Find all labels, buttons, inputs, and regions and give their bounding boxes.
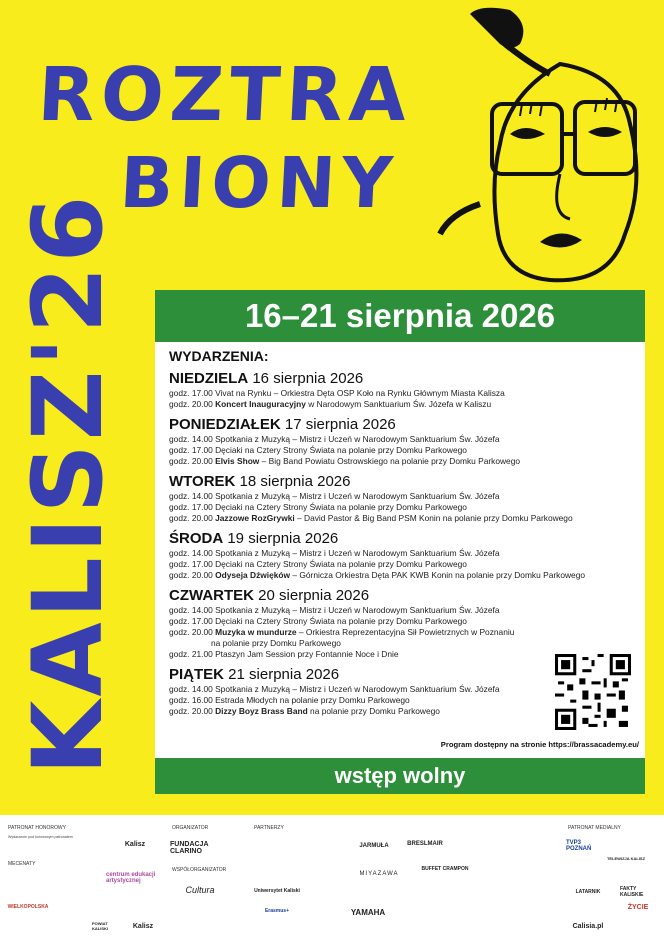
event-line — [169, 502, 639, 513]
event-line — [169, 616, 639, 627]
day-block — [169, 473, 639, 524]
event-bold-text: Jazzowe RozGrywki — [215, 513, 295, 523]
day-block — [169, 416, 639, 467]
patrons-title: MECENATY — [8, 861, 36, 867]
fakty-kaliskie-logo: FAKTY KALISKIE — [620, 886, 644, 898]
day-date: 18 sierpnia 2026 — [235, 473, 351, 490]
event-pre-text: godz. 14.00 Spotkania z Muzyką – Mistrz i Uczeń w Narodowym Sanktuarium Św. Józefa — [169, 491, 500, 501]
events-header: WYDARZENIA: — [169, 348, 269, 364]
event-pre-text: godz. 20.00 — [169, 456, 216, 466]
event-line — [169, 627, 639, 638]
event-line — [169, 456, 639, 467]
fundacja-clarino-logo: FUNDACJA CLARINO — [170, 841, 209, 855]
latarnik-logo: LATARNIK — [575, 889, 601, 895]
event-pre-text: godz. 14.00 Spotkania z Muzyką – Mistrz i Uczeń w Narodowym Sanktuarium Św. Józefa — [169, 434, 500, 444]
zycie-logo: ŻYCIE — [627, 903, 649, 911]
event-post-text: – Orkiestra Reprezentacyjna Sił Powietrznych w Poznaniu — [296, 627, 515, 637]
day-name: CZWARTEK — [169, 587, 254, 604]
day-block — [169, 370, 639, 410]
day-name: ŚRODA — [169, 530, 224, 547]
miyazawa-logo: MIYAZAWA — [359, 871, 399, 877]
honor-patronage-title: PATRONAT HONOROWY — [8, 825, 66, 831]
program-website-note[interactable]: Program dostępny na stronie https://brassacademy.eu/ — [440, 740, 639, 749]
telewizja-kalisz-logo: TELEWIZJA KALISZ — [606, 855, 646, 861]
centrum-logo: centrum edukacji artystycznej — [106, 872, 156, 884]
buffet-crampon-logo: BUFFET CRAMPON — [421, 866, 469, 872]
powiat-logo: POWIAT KALISKI — [92, 921, 108, 931]
day-title — [169, 416, 639, 434]
event-pre-text: godz. 17.00 Vivat na Rynku – Orkiestra Dęta OSP Koło na Rynku Głównym Miasta Kalisza — [169, 388, 505, 398]
event-pre-text: godz. 17.00 Dęciaki na Cztery Strony Świata na polanie przy Domku Parkowego — [169, 559, 467, 569]
yamaha-logo: YAMAHA — [350, 907, 386, 917]
event-pre-text: godz. 20.00 — [169, 399, 216, 409]
event-pre-text: godz. 21.00 Ptaszyn Jam Session przy Fontannie Noce i Dnie — [169, 649, 399, 659]
event-bold-text: Elvis Show — [215, 456, 260, 466]
day-date: 16 sierpnia 2026 — [248, 370, 364, 387]
co-organizer-title: WSPÓŁORGANIZATOR — [172, 867, 227, 873]
event-post-text: – Górnicza Orkiestra Dęta PAK KWB Konin na polanie przy Domku Parkowego — [290, 570, 586, 580]
event-bold-text: Dizzy Boyz Brass Band — [215, 706, 308, 716]
free-entry-banner: wstęp wolny — [155, 758, 645, 794]
event-post-text: na polanie przy Domku Parkowego — [307, 706, 440, 716]
day-title — [169, 370, 639, 388]
event-line — [169, 388, 639, 399]
day-name: PONIEDZIAŁEK — [169, 416, 281, 433]
organizer-title: ORGANIZATOR — [172, 825, 209, 831]
event-line — [169, 513, 639, 524]
day-name: WTOREK — [169, 473, 236, 490]
title-line-1: ROZTRA — [35, 52, 415, 138]
program-panel — [155, 290, 645, 794]
day-block — [169, 587, 639, 660]
breslmair-logo: BRESLMAIR — [407, 841, 443, 847]
title-line-2: BIONY — [117, 142, 401, 224]
event-line — [169, 570, 639, 581]
day-name: PIĄTEK — [169, 666, 225, 683]
event-pre-text: godz. 20.00 — [169, 627, 216, 637]
sponsors-strip — [0, 815, 664, 940]
event-bold-text: Koncert Inauguracyjny — [215, 399, 306, 409]
event-pre-text: godz. 20.00 — [169, 706, 216, 716]
day-name: NIEDZIELA — [169, 370, 249, 387]
event-pre-text: na polanie przy Domku Parkowego — [211, 638, 341, 648]
event-pre-text: godz. 20.00 — [169, 513, 216, 523]
event-line — [169, 491, 639, 502]
event-line — [169, 548, 639, 559]
day-date: 21 sierpnia 2026 — [224, 666, 340, 683]
partners-title: PARTNERZY — [254, 825, 284, 831]
day-date: 20 sierpnia 2026 — [254, 587, 370, 604]
uniwersytet-logo: Uniwersytet Kaliski — [254, 888, 300, 894]
event-post-text: – Big Band Powiatu Ostrowskiego na polanie przy Domku Parkowego — [259, 456, 521, 466]
day-title — [169, 530, 639, 548]
tvp3-logo: TVP3 POZNAŃ — [566, 840, 592, 852]
event-pre-text: godz. 17.00 Dęciaki na Cztery Strony Świata na polanie przy Domku Parkowego — [169, 445, 467, 455]
kalisz-logo-2: Kalisz — [132, 922, 154, 930]
media-patronage-title: PATRONAT MEDIALNY — [568, 825, 621, 831]
event-pre-text: godz. 14.00 Spotkania z Muzyką – Mistrz i Uczeń w Narodowym Sanktuarium Św. Józefa — [169, 684, 500, 694]
calisia-logo: Calisia.pl — [572, 922, 604, 930]
day-title — [169, 473, 639, 491]
trumpet-face-illustration — [410, 4, 660, 294]
event-line — [169, 638, 639, 649]
day-block — [169, 530, 639, 581]
event-line — [169, 445, 639, 456]
event-line — [169, 605, 639, 616]
event-post-text: w Narodowym Sanktuarium Św. Józefa w Kaliszu — [305, 399, 492, 409]
wielkopolska-logo: WIELKOPOLSKA — [7, 904, 49, 910]
event-pre-text: godz. 17.00 Dęciaki na Cztery Strony Świata na polanie przy Domku Parkowego — [169, 502, 467, 512]
jarmula-logo: JARMUŁA — [359, 843, 389, 849]
event-line — [169, 434, 639, 445]
honor-text: Wydarzenie pod honorowym patronatem — [8, 835, 73, 839]
erasmus-logo: Erasmus+ — [264, 908, 290, 914]
event-pre-text: godz. 14.00 Spotkania z Muzyką – Mistrz i Uczeń w Narodowym Sanktuarium Św. Józefa — [169, 548, 500, 558]
event-pre-text: godz. 17.00 Dęciaki na Cztery Strony Świata na polanie przy Domku Parkowego — [169, 616, 467, 626]
qr-code[interactable] — [555, 654, 631, 730]
date-range-banner: 16–21 sierpnia 2026 — [155, 290, 645, 342]
day-title — [169, 587, 639, 605]
event-pre-text: godz. 14.00 Spotkania z Muzyką – Mistrz i Uczeń w Narodowym Sanktuarium Św. Józefa — [169, 605, 500, 615]
event-line — [169, 399, 639, 410]
cultura-logo: Cultura — [185, 885, 215, 895]
event-post-text: – David Pastor & Big Band PSM Konin na polanie przy Domku Parkowego — [294, 513, 573, 523]
kalisz-logo: Kalisz — [124, 840, 146, 848]
event-pre-text: godz. 20.00 — [169, 570, 216, 580]
vertical-title: KALISZ'26 — [12, 191, 124, 775]
event-bold-text: Muzyka w mundurze — [215, 627, 297, 637]
day-date: 19 sierpnia 2026 — [223, 530, 339, 547]
day-date: 17 sierpnia 2026 — [280, 416, 396, 433]
event-line — [169, 559, 639, 570]
event-pre-text: godz. 16.00 Estrada Młodych na polanie przy Domku Parkowego — [169, 695, 410, 705]
event-bold-text: Odyseja Dźwięków — [215, 570, 291, 580]
